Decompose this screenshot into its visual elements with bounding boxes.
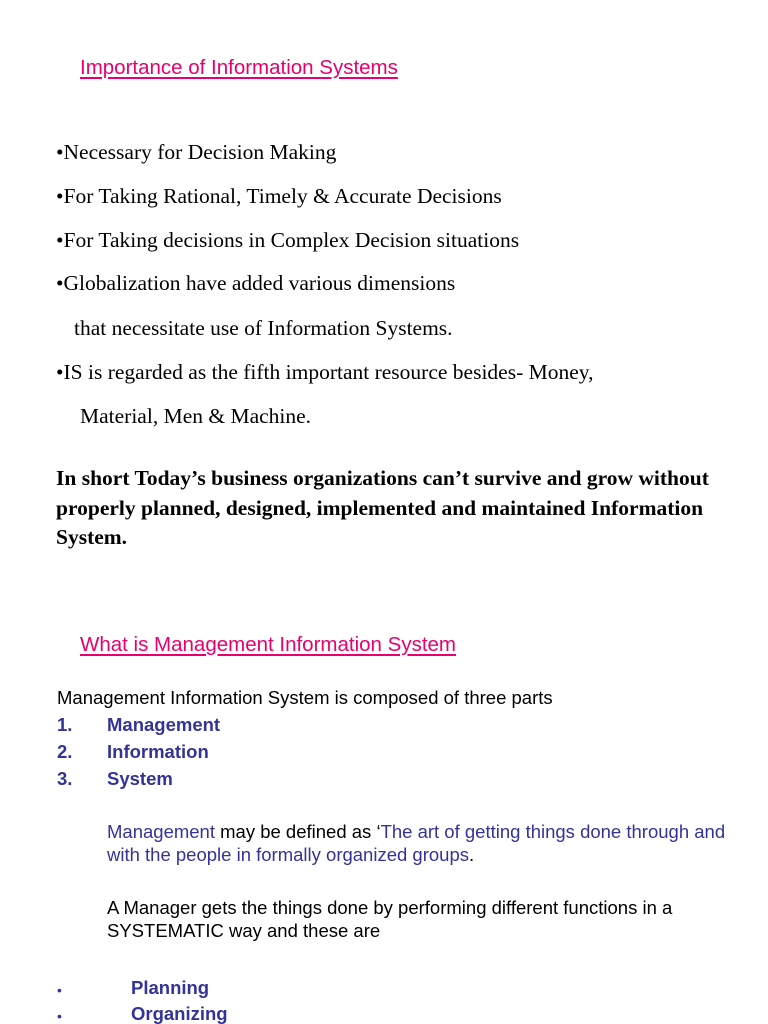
- point-fifth-resource-continued: Material, Men & Machine.: [80, 404, 312, 428]
- point-fifth-resource: •IS is regarded as the fifth important resource besides- Money,: [56, 360, 594, 384]
- bullet-icon: •: [57, 982, 62, 998]
- definition-term: Management: [107, 821, 215, 842]
- part-information: Information: [107, 741, 209, 762]
- definition-connector: may be defined as ‘: [214, 821, 381, 842]
- point-globalization: •Globalization have added various dimensions: [56, 271, 456, 295]
- definition-end: .: [469, 844, 475, 865]
- mis-heading: What is Management Information System: [80, 633, 456, 656]
- summary-statement: In short Today’s business organizations can’t survive and grow without properly planned, designed, implemented and maintained Information System.: [56, 466, 709, 549]
- function-planning: Planning: [131, 977, 210, 998]
- list-number: 1.: [57, 714, 73, 735]
- point-decision-making: •Necessary for Decision Making: [56, 140, 337, 164]
- bullet-icon: •: [57, 1008, 62, 1024]
- part-management: Management: [107, 714, 221, 735]
- point-rational-decisions: •For Taking Rational, Timely & Accurate Decisions: [56, 184, 502, 208]
- point-globalization-continued: that necessitate use of Information Systems.: [74, 316, 453, 340]
- importance-heading: Importance of Information Systems: [80, 56, 398, 79]
- list-number: 3.: [57, 768, 73, 789]
- mis-intro: Management Information System is composed of three parts: [57, 687, 553, 708]
- function-organizing: Organizing: [131, 1003, 228, 1024]
- list-number: 2.: [57, 741, 73, 762]
- manager-functions-text: A Manager gets the things done by performing different functions in a SYSTEMATIC way and these are: [107, 897, 673, 941]
- part-system: System: [107, 768, 173, 789]
- definition-quote: The art of getting things done through and with the people in formally organized groups: [107, 821, 726, 865]
- management-definition: [107, 820, 727, 866]
- point-complex-decisions: •For Taking decisions in Complex Decision situations: [56, 228, 520, 252]
